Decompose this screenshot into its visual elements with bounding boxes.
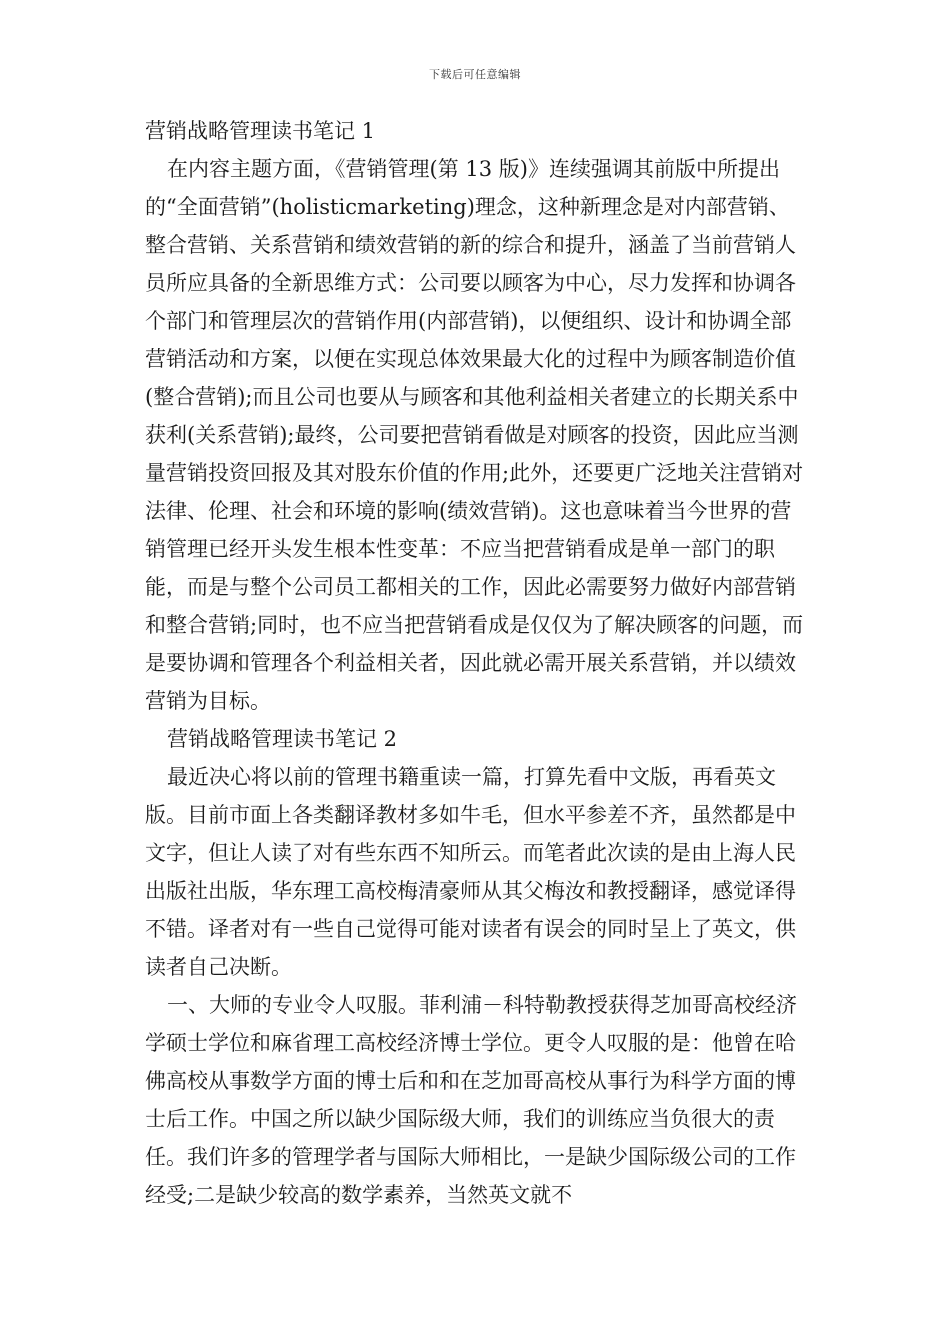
- document-body: [145, 112, 809, 1214]
- section-2-heading: 营销战略管理读书笔记 2: [167, 727, 398, 751]
- section-2-paragraph-1: 最近决心将以前的管理书籍重读一篇，打算先看中文版，再看英文版。目前市面上各类翻译教材多如牛毛，但水平参差不齐，虽然都是中文字，但让人读了对有些东西不知所云。而笔者此次读的是由上海人民出版社出版，华东理工高校梅清豪师从其父梅汝和教授翻译，感觉译得不错。译者对有一些自己觉得可能对读者有误会的同时呈上了英文，供读者自己决断。: [145, 765, 796, 979]
- section-1-heading: 营销战略管理读书笔记 1: [145, 119, 376, 143]
- section-1-paragraph-1: 在内容主题方面，《营销管理(第 13 版)》连续强调其前版中所提出的“全面营销”(holisticmarketing)理念，这种新理念是对内部营销、整合营销、关系营销和绩效营销的新的综合和提升，涵盖了当前营销人员所应具备的全新思维方式：公司要以顾客为中心，尽力发挥和协调各个部门和管理层次的营销作用(内部营销)，以便组织、设计和协调全部营销活动和方案，以便在实现总体效果最大化的过程中为顾客制造价值(整合营销);而且公司也要从与顾客和其他利益相关者建立的长期关系中获利(关系营销);最终，公司要把营销看做是对顾客的投资，因此应当测量营销投资回报及其对股东价值的作用;此外，还要更广泛地关注营销对法律、伦理、社会和环境的影响(绩效营销)。这也意味着当今世界的营销管理已经开头发生根本性变革：不应当把营销看成是单一部门的职能，而是与整个公司员工都相关的工作，因此必需要努力做好内部营销和整合营销;同时，也不应当把营销看成是仅仅为了解决顾客的问题，而是要协调和管理各个利益相关者，因此就必需开展关系营销，并以绩效营销为目标。: [145, 157, 804, 713]
- section-2-paragraph-2: 一、大师的专业令人叹服。菲利浦－科特勒教授获得芝加哥高校经济学硕士学位和麻省理工高校经济博士学位。更令人叹服的是：他曾在哈佛高校从事数学方面的博士后和和在芝加哥高校从事行为科学方面的博士后工作。中国之所以缺少国际级大师，我们的训练应当负很大的责任。我们许多的管理学者与国际大师相比，一是缺少国际级公司的工作经受;二是缺少较高的数学素养，当然英文就不: [145, 993, 797, 1207]
- page-header: 下载后可任意编辑: [429, 68, 521, 81]
